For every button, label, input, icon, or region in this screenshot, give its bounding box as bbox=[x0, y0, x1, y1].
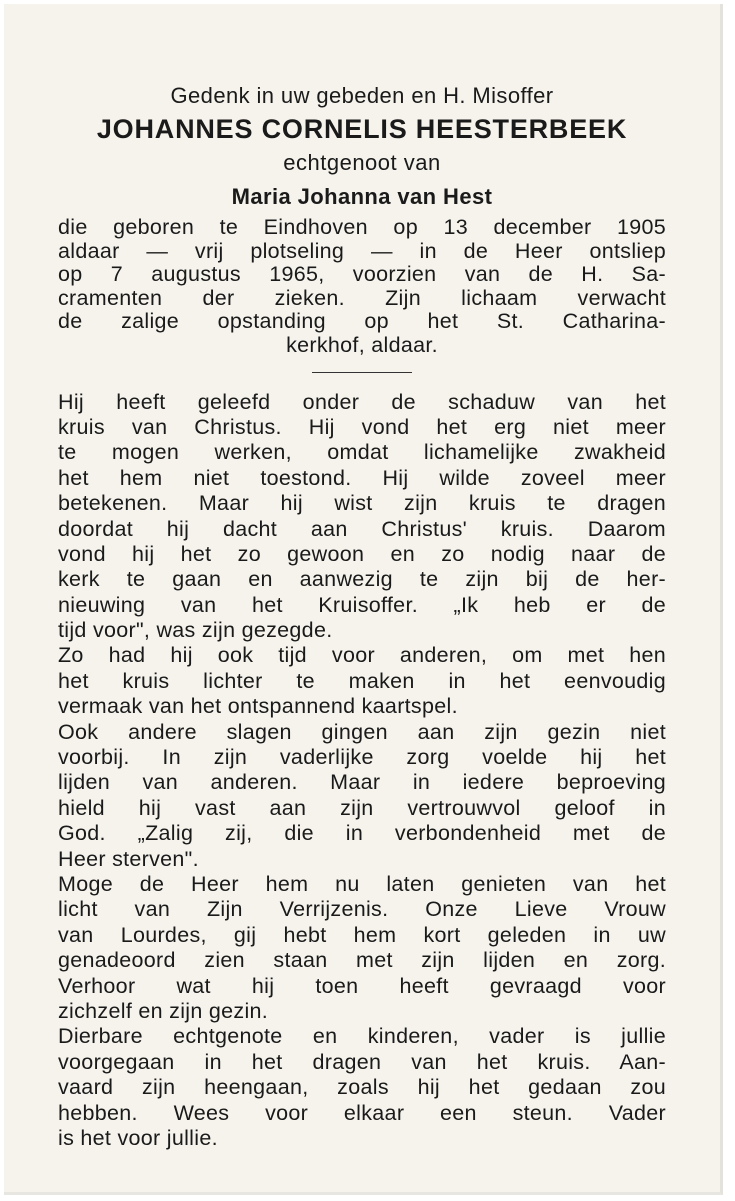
meditation-line: lijden van anderen. Maar in iedere beproeving bbox=[58, 770, 666, 795]
meditation-line: vond hij het zo gewoon en zo nodig naar de bbox=[58, 541, 666, 566]
meditation-line: vermaak van het ontspannend kaartspel. bbox=[58, 694, 458, 719]
meditation-line: betekenen. Maar hij wist zijn kruis te dragen bbox=[58, 491, 666, 516]
meditation-line: Zo had hij ook tijd voor anderen, om met hen bbox=[58, 643, 666, 668]
meditation-line: hield hij vast aan zijn vertrouwvol geloof in bbox=[58, 795, 666, 820]
biography-line: die geboren te Eindhoven op 13 december 1905 bbox=[58, 215, 666, 239]
meditation-line: van Lourdes, gij hebt hem kort geleden in uw bbox=[58, 922, 666, 947]
meditation-line: Moge de Heer hem nu laten genieten van het bbox=[58, 871, 666, 896]
meditation-line: vaard zijn heengaan, zoals hij het gedaan zou bbox=[58, 1075, 666, 1100]
card-content bbox=[58, 80, 666, 1151]
meditation-line: Ook andere slagen gingen aan zijn gezin niet bbox=[58, 719, 666, 744]
meditation-line: genadeoord zien staan met zijn lijden en zorg. bbox=[58, 948, 666, 973]
meditation-line: Verhoor wat hij toen heeft gevraagd voor bbox=[58, 973, 666, 998]
biography-line: aldaar — vrij plotseling — in de Heer ontsliep bbox=[58, 238, 666, 263]
meditation-line: voorbij. In zijn vaderlijke zorg voelde hij het bbox=[58, 745, 666, 770]
meditation-line: nieuwing van het Kruisoffer. „Ik heb er de bbox=[58, 592, 666, 617]
memorial-card bbox=[4, 4, 723, 1195]
meditation-text bbox=[58, 390, 666, 1152]
biography bbox=[58, 216, 666, 358]
meditation-line: het hem niet toestond. Hij wilde zoveel meer bbox=[58, 465, 666, 490]
meditation-line: Heer sterven". bbox=[58, 846, 199, 871]
meditation-line: kerk te gaan en aanwezig te zijn bij de her- bbox=[58, 567, 666, 592]
biography-line: cramenten der zieken. Zijn lichaam verwacht bbox=[58, 285, 666, 310]
meditation-line: tijd voor", was zijn gezegde. bbox=[58, 618, 333, 643]
meditation-line: het kruis lichter te maken in het eenvoudig bbox=[58, 668, 666, 693]
meditation-line: Hij heeft geleefd onder de schaduw van het bbox=[58, 389, 666, 414]
meditation-line: God. „Zalig zij, die in verbondenheid met de bbox=[58, 821, 666, 846]
meditation-line: voorgegaan in het dragen van het kruis. Aan- bbox=[58, 1049, 666, 1074]
biography-line: de zalige opstanding op het St. Catharina- bbox=[58, 309, 666, 334]
meditation-line: Dierbare echtgenote en kinderen, vader is jullie bbox=[58, 1024, 666, 1049]
meditation-line: kruis van Christus. Hij vond het erg niet meer bbox=[58, 414, 666, 439]
meditation-line: hebben. Wees voor elkaar een steun. Vader bbox=[58, 1100, 666, 1125]
meditation-line: is het voor jullie. bbox=[58, 1125, 218, 1150]
divider bbox=[312, 372, 412, 373]
biography-line: op 7 augustus 1965, voorzien van de H. Sa- bbox=[58, 262, 666, 287]
biography-line: kerkhof, aldaar. bbox=[286, 332, 438, 357]
deceased-name: JOHANNES CORNELIS HEESTERBEEK bbox=[96, 114, 628, 144]
spouse-name: Maria Johanna van Hest bbox=[231, 184, 493, 209]
prayer-line: Gedenk in uw gebeden en H. Misoffer bbox=[170, 83, 554, 108]
meditation-line: licht van Zijn Verrijzenis. Onze Lieve Vrouw bbox=[58, 897, 666, 922]
meditation-line: doordat hij dacht aan Christus' kruis. Daarom bbox=[58, 516, 666, 541]
relation-label: echtgenoot van bbox=[283, 150, 441, 175]
meditation-line: zichzelf en zijn gezin. bbox=[58, 998, 269, 1023]
meditation-line: te mogen werken, omdat lichamelijke zwakheid bbox=[58, 440, 666, 465]
